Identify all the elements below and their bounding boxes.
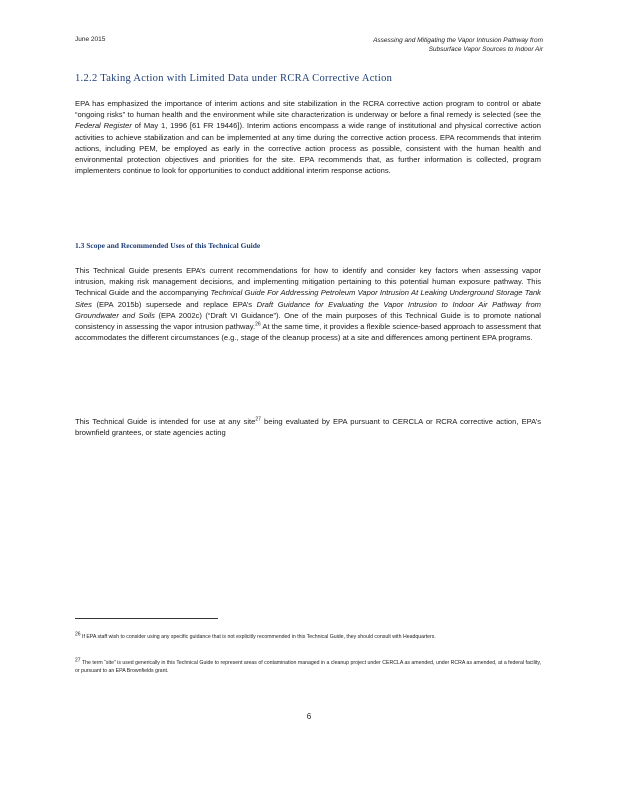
paragraph-text: (EPA 2015b) supersede and replace EPA’s	[91, 299, 257, 309]
footnote-27	[75, 659, 541, 675]
footnote-number: 26	[75, 631, 81, 638]
header-date: June 2015	[75, 36, 106, 43]
section-heading-1-2-2: 1.2.2 Taking Action with Limited Data under RCRA Corrective Action	[75, 73, 393, 84]
paragraph-text: being evaluated by EPA pursuant to CERCLA or RCRA corrective action, EPA’s brownfield grantees, or state agencies acting	[75, 417, 541, 438]
paragraph-text: (EPA 2002c) (“Draft VI Guidance”). One of the main purposes of this Technical Guide is to promote national consistency in assessing the vapor intrusion pathway.	[75, 310, 541, 332]
section-heading-1-3: 1.3 Scope and Recommended Uses of this Technical Guide	[75, 241, 261, 250]
header-title	[283, 36, 543, 54]
paragraph-text: This Technical Guide is intended for use at any site	[75, 417, 256, 426]
header-title-line2: Subsurface Vapor Sources to Indoor Air	[428, 46, 543, 53]
footnote-26	[75, 633, 541, 641]
paragraph-italic-text: Federal Register	[75, 121, 132, 131]
paragraph-text: This Technical Guide presents EPA’s current recommendations for how to identify and consider key factors when assessing vapor intrusion, making risk management decisions, and implementing mitigation pertaining to this potential human exposure pathway. This Technical Guide and the accompanying	[75, 266, 541, 298]
footnote-text: The term “site” is used generically in this Technical Guide to represent areas of contamination managed in a cleanup project under CERCLA as amended, under RCRA as amended, at a federal facility, or pursuant to an EPA Brownfields grant.	[75, 660, 541, 674]
footnote-text: If EPA staff wish to consider using any specific guidance that is not explicitly recommended in this Technical Guide, they should consult with Headquarters.	[82, 634, 436, 640]
paragraph-scope	[75, 265, 541, 343]
paragraph-italic-text: Draft Guidance for Evaluating the Vapor Intrusion to Indoor Air Pathway from Groundwater and Soils	[75, 299, 541, 320]
footnote-ref-26[interactable]: 26	[255, 321, 261, 328]
paragraph-italic-text: Technical Guide For Addressing Petroleum Vapor Intrusion At Leaking Underground Storage Tank Sites	[75, 288, 541, 309]
page-number: 6	[306, 712, 312, 721]
footnote-divider	[75, 618, 218, 619]
header-title-line1: Assessing and Mitigating the Vapor Intrusion Pathway from	[373, 37, 543, 44]
paragraph-interim-actions	[75, 98, 541, 176]
paragraph-text: EPA has emphasized the importance of interim actions and site stabilization in the RCRA corrective action program to control or abate “ongoing risks” to human health and the environment while site characterization is underway or before a final remedy is selected (see the	[75, 99, 541, 120]
paragraph-text: of May 1, 1996 [61 FR 19446]). Interim actions encompass a wide range of institutional and physical corrective action activities to achieve stabilization and can be implemented at any time during the corrective action process. EPA recommends that interim actions, including PEM, be employed as early in the corrective action process as possible, consistent with the human health and environmental protection objectives and priorities for the site. EPA recommends that, as further information is collected, program implementers continue to look for opportunities to conduct additional interim response actions.	[75, 121, 541, 176]
footnote-ref-27[interactable]: 27	[255, 416, 261, 423]
paragraph-intended-use	[75, 416, 541, 438]
paragraph-text: At the same time, it provides a flexible science-based approach to assessment that accommodates the different circumstances (e.g., stage of the cleanup process) at a site and differences among pertinent EPA programs.	[75, 322, 541, 343]
footnote-number: 27	[75, 657, 81, 664]
